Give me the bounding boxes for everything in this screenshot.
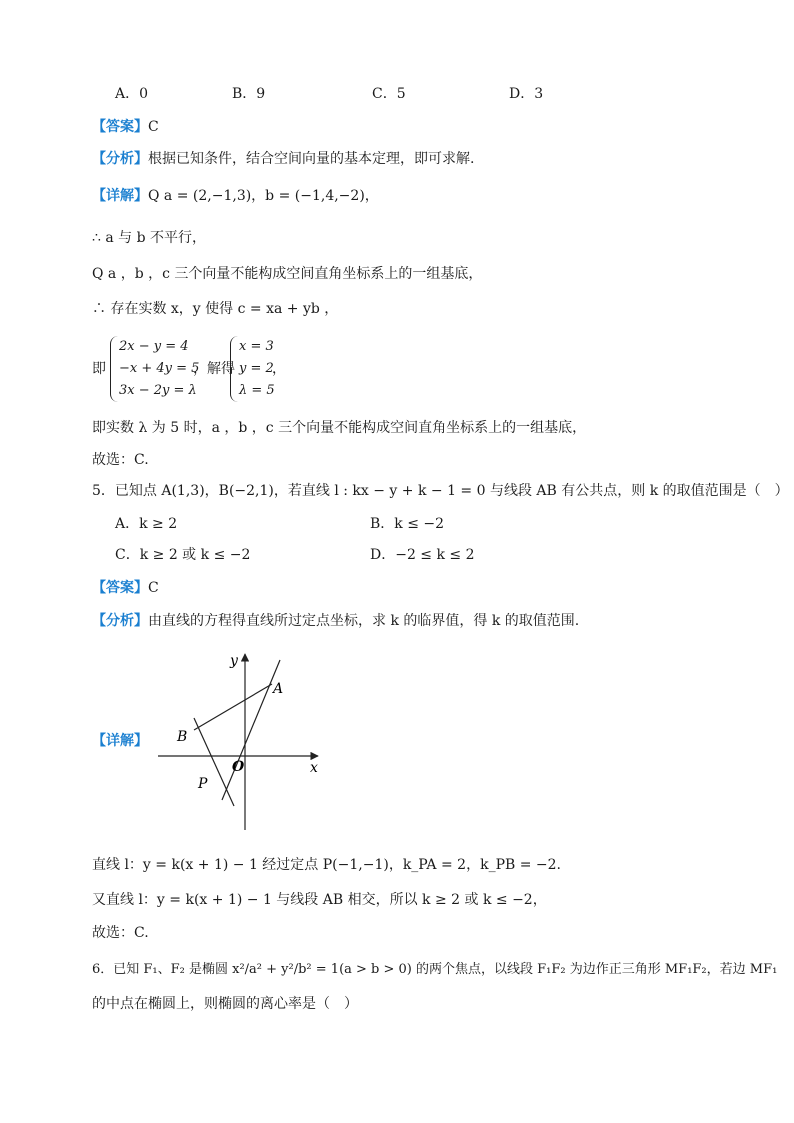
answer-tag: 【答案】 xyxy=(92,119,148,135)
q4-detail-line-5: 即实数 λ 为 5 时，a ，b ，c 三个向量不能构成空间直角坐标系上的一组基底， xyxy=(92,420,587,436)
answer-value: C xyxy=(148,580,159,596)
q5-option-a: A．k ≥ 2 xyxy=(115,516,178,532)
q4-option-c: C．5 xyxy=(372,86,406,102)
line-pb xyxy=(194,718,234,806)
analysis-text: 根据已知条件，结合空间向量的基本定理，即可求解. xyxy=(148,151,475,167)
equation: −x + 4y = 5 xyxy=(119,361,200,376)
coordinate-figure xyxy=(150,648,330,836)
q4-jiede-label: ，解得 xyxy=(193,361,235,377)
q4-option-b: B．9 xyxy=(232,86,266,102)
q4-analysis-row xyxy=(92,149,474,169)
q5-detail-line-2: 又直线 l：y = k(x + 1) − 1 与线段 AB 相交，所以 k ≥ 2 或 k ≤ −2， xyxy=(92,892,547,908)
analysis-tag: 【分析】 xyxy=(92,151,148,167)
q5-detail-row xyxy=(92,731,148,751)
line-pa xyxy=(222,660,280,800)
point-p-label: P xyxy=(198,776,208,792)
origin-label: O xyxy=(232,759,245,775)
equation-system-1 xyxy=(110,336,199,402)
equation: 3x − 2y = λ xyxy=(119,383,197,398)
detail-tag: 【详解】 xyxy=(92,188,148,204)
detail-text: Q a = (2,−1,3)，b = (−1,4,−2)， xyxy=(148,188,379,204)
comma: ， xyxy=(272,361,286,377)
q6-stem-line-2: 的中点在椭圆上，则椭圆的离心率是（ ） xyxy=(92,996,358,1012)
point-b-label: B xyxy=(177,729,188,745)
detail-tag: 【详解】 xyxy=(92,733,148,749)
q5-option-b: B．k ≤ −2 xyxy=(370,516,445,532)
analysis-text: 由直线的方程得直线所过定点坐标，求 k 的临界值，得 k 的取值范围. xyxy=(148,613,580,629)
q4-detail-line-3: Q a ，b ，c 三个向量不能构成空间直角坐标系上的一组基底， xyxy=(92,266,483,282)
equation: 2x − y = 4 xyxy=(119,339,189,354)
q4-detail-row xyxy=(92,186,379,206)
q4-option-d: D．3 xyxy=(509,86,544,102)
equation-system-2 xyxy=(230,336,275,402)
q5-option-d: D．−2 ≤ k ≤ 2 xyxy=(370,547,475,563)
answer-value: C xyxy=(148,119,159,135)
equation: x = 3 xyxy=(239,339,274,354)
q4-detail-line-4: ∴ 存在实数 x，y 使得 c = xa + yb ， xyxy=(92,301,339,317)
answer-tag: 【答案】 xyxy=(92,580,148,596)
q5-option-c: C．k ≥ 2 或 k ≤ −2 xyxy=(115,547,251,563)
q5-stem: 5．已知点 A(1,3)，B(−2,1)，若直线 l : kx − y + k − 1 = 0 与线段 AB 有公共点，则 k 的取值范围是（ ） xyxy=(92,483,789,499)
point-a-label: A xyxy=(273,681,284,697)
equation: λ = 5 xyxy=(239,383,275,398)
q4-conclusion: 故选：C. xyxy=(92,452,149,468)
q5-answer-row xyxy=(92,578,159,598)
q5-detail-line-1: 直线 l：y = k(x + 1) − 1 经过定点 P(−1,−1)，k_PA = 2，k_PB = −2. xyxy=(92,857,561,873)
q4-answer-row xyxy=(92,117,159,137)
x-axis-label: x xyxy=(310,760,318,776)
q4-detail-line-2: ∴ a 与 b 不平行， xyxy=(92,230,207,246)
q5-analysis-row xyxy=(92,611,579,631)
y-axis-label: y xyxy=(230,653,238,669)
q4-option-a: A．0 xyxy=(115,86,149,102)
q6-stem-line-1: 6．已知 F₁、F₂ 是椭圆 x²/a² + y²/b² = 1(a > b > 0) 的两个焦点，以线段 F₁F₂ 为边作正三角形 MF₁F₂，若边 MF₁ xyxy=(92,962,778,977)
q5-conclusion: 故选：C. xyxy=(92,925,149,941)
equation: y = 2 xyxy=(239,361,274,376)
q4-ji-label: 即 xyxy=(92,361,106,377)
analysis-tag: 【分析】 xyxy=(92,613,148,629)
